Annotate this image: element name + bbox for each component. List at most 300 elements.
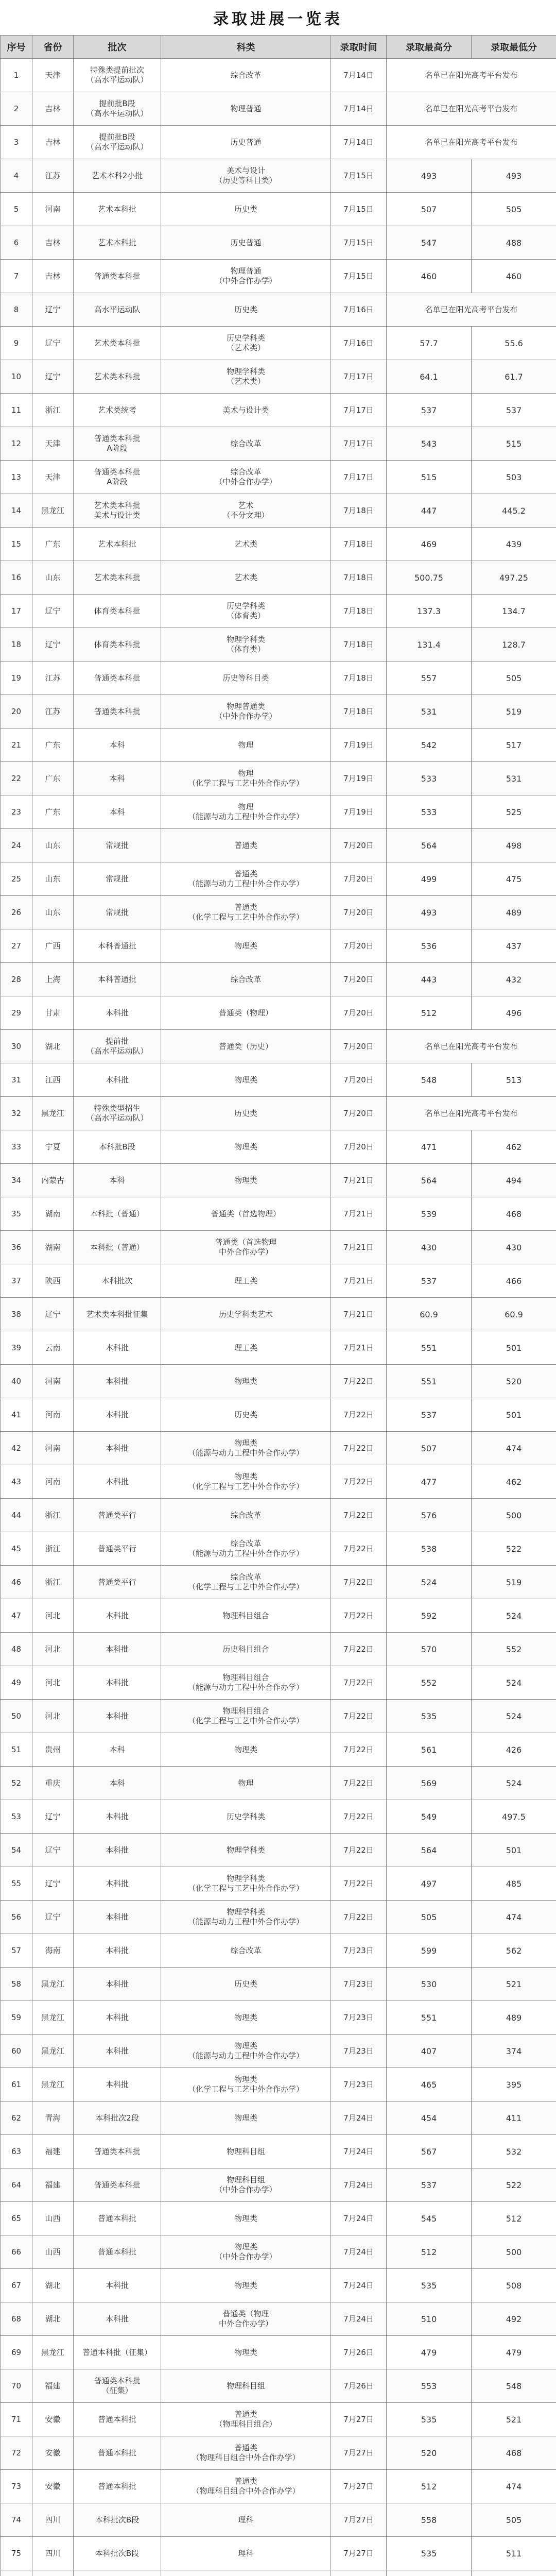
- cell-index: 24: [1, 829, 32, 862]
- cell-date: 7月21日: [331, 1231, 387, 1264]
- cell-highest: 548: [387, 1063, 472, 1097]
- cell-highest: 536: [387, 929, 472, 963]
- cell-index: 37: [1, 1264, 32, 1298]
- cell-date: 7月20日: [331, 829, 387, 862]
- cell-highest: 407: [387, 2035, 472, 2068]
- cell-highest: 561: [387, 1733, 472, 1767]
- cell-index: 25: [1, 862, 32, 896]
- cell-batch: 普通类本科批 A阶段: [74, 427, 161, 461]
- cell-batch: 本科批（普通）: [74, 1231, 161, 1264]
- table-row: [1, 59, 556, 92]
- table-row: [1, 2302, 556, 2336]
- table-row: [1, 595, 556, 628]
- cell-province: 辽宁: [32, 1867, 74, 1901]
- cell-date: 7月22日: [331, 1834, 387, 1867]
- cell-category: 普通类（物理 中外合作办学）: [161, 2302, 331, 2336]
- cell-date: 7月22日: [331, 1901, 387, 1934]
- cell-lowest: 525: [472, 795, 556, 829]
- cell-date: 7月27日: [331, 2470, 387, 2503]
- cell-batch: 艺术类统考: [74, 394, 161, 427]
- cell-batch: 本科批: [74, 1331, 161, 1365]
- cell-index: 53: [1, 1800, 32, 1834]
- cell-batch: 本科批: [74, 1901, 161, 1934]
- cell-index: 9: [1, 327, 32, 360]
- cell-province: 黑龙江: [32, 2035, 74, 2068]
- table-row: [1, 2369, 556, 2403]
- cell-category: 物理类 （能源与动力工程中外合作办学）: [161, 2035, 331, 2068]
- cell-lowest: 521: [472, 1968, 556, 2001]
- cell-notice: 名单已在阳光高考平台发布: [387, 92, 556, 126]
- cell-lowest: 430: [472, 1231, 556, 1264]
- cell-category: 物理学科类 （体育类）: [161, 628, 331, 662]
- cell-lowest: 474: [472, 2470, 556, 2503]
- cell-date: 7月23日: [331, 2001, 387, 2035]
- cell-batch: 本科批: [74, 996, 161, 1030]
- cell-highest: 539: [387, 1197, 472, 1231]
- cell-category: 历史学科类 （艺术类）: [161, 327, 331, 360]
- table-row: [1, 193, 556, 226]
- table-row: [1, 929, 556, 963]
- cell-province: 河北: [32, 1633, 74, 1666]
- cell-category: 物理 （能源与动力工程中外合作办学）: [161, 795, 331, 829]
- cell-lowest: 432: [472, 963, 556, 996]
- cell-province: 河北: [32, 1700, 74, 1733]
- cell-index: 69: [1, 2336, 32, 2369]
- cell-index: 29: [1, 996, 32, 1030]
- cell-index: 66: [1, 2235, 32, 2269]
- cell-province: 黑龙江: [32, 1968, 74, 2001]
- table-row: [1, 1666, 556, 1700]
- cell-category: 物理学科类: [161, 1834, 331, 1867]
- cell-lowest: 552: [472, 1633, 556, 1666]
- cell-batch: 艺术类本科批 美术与设计类: [74, 494, 161, 528]
- cell-lowest: 426: [472, 1733, 556, 1767]
- cell-highest: 533: [387, 795, 472, 829]
- table-row: [1, 2102, 556, 2135]
- cell-batch: 普通本科批: [74, 2202, 161, 2235]
- table-row: [1, 1365, 556, 1398]
- table-row: [1, 1901, 556, 1934]
- cell-lowest: 468: [472, 2436, 556, 2470]
- cell-highest: [387, 2570, 472, 2576]
- cell-date: 7月27日: [331, 2436, 387, 2470]
- table-body: [1, 59, 556, 2576]
- header-date: 录取时间: [331, 36, 387, 59]
- table-row: [1, 1566, 556, 1599]
- cell-index: 46: [1, 1566, 32, 1599]
- cell-batch: 本科批: [74, 1867, 161, 1901]
- cell-batch: 本科批: [74, 1398, 161, 1432]
- cell-batch: 本科批: [74, 1834, 161, 1867]
- cell-batch: 本科批: [74, 1465, 161, 1499]
- cell-batch: 常规批: [74, 862, 161, 896]
- cell-category: 物理: [161, 1767, 331, 1800]
- cell-date: 7月15日: [331, 193, 387, 226]
- cell-lowest: 439: [472, 528, 556, 561]
- cell-date: 7月23日: [331, 2068, 387, 2102]
- cell-province: 湖北: [32, 2302, 74, 2336]
- cell-index: 16: [1, 561, 32, 595]
- cell-category: 综合改革 （化学工程与工艺中外合作办学）: [161, 1566, 331, 1599]
- cell-batch: 本科批（普通）: [74, 1197, 161, 1231]
- cell-batch: 艺术类本科批征集: [74, 1298, 161, 1331]
- cell-date: 7月24日: [331, 2302, 387, 2336]
- cell-index: 18: [1, 628, 32, 662]
- cell-batch: 本科批B段: [74, 1130, 161, 1164]
- table-row: [1, 1264, 556, 1298]
- cell-index: 38: [1, 1298, 32, 1331]
- cell-category: 综合改革: [161, 1499, 331, 1532]
- table-row: [1, 762, 556, 795]
- cell-category: 物理学科类 （化学工程与工艺中外合作办学）: [161, 1867, 331, 1901]
- cell-province: 江苏: [32, 695, 74, 728]
- cell-highest: 447: [387, 494, 472, 528]
- cell-date: 7月27日: [331, 2537, 387, 2570]
- cell-category: 历史类: [161, 293, 331, 327]
- admission-table-wrap: [0, 35, 556, 2576]
- table-row: [1, 2436, 556, 2470]
- table-row: [1, 1130, 556, 1164]
- cell-province: 辽宁: [32, 293, 74, 327]
- cell-batch: 普通类平行: [74, 1566, 161, 1599]
- cell-index: 67: [1, 2269, 32, 2302]
- cell-category: 历史学科类艺术: [161, 1298, 331, 1331]
- cell-province: 浙江: [32, 1532, 74, 1566]
- cell-province: 辽宁: [32, 327, 74, 360]
- cell-date: 7月15日: [331, 260, 387, 293]
- cell-index: 1: [1, 59, 32, 92]
- cell-highest: 454: [387, 2102, 472, 2135]
- cell-lowest: 505: [472, 2503, 556, 2537]
- table-row: [1, 1700, 556, 1733]
- table-row: [1, 1465, 556, 1499]
- cell-batch: 特殊类型招生 （高水平运动队）: [74, 1097, 161, 1130]
- cell-date: 7月17日: [331, 360, 387, 394]
- cell-date: 7月22日: [331, 1365, 387, 1398]
- cell-lowest: 505: [472, 193, 556, 226]
- table-row: [1, 1197, 556, 1231]
- cell-province: 辽宁: [32, 1800, 74, 1834]
- cell-province: 安徽: [32, 2470, 74, 2503]
- cell-index: 59: [1, 2001, 32, 2035]
- cell-date: 7月27日: [331, 2403, 387, 2436]
- cell-date: 7月15日: [331, 226, 387, 260]
- cell-highest: 538: [387, 1532, 472, 1566]
- cell-lowest: 488: [472, 226, 556, 260]
- cell-category: 物理科目组: [161, 2369, 331, 2403]
- cell-highest: 552: [387, 1666, 472, 1700]
- cell-highest: 576: [387, 1499, 472, 1532]
- cell-batch: 艺术类本科批: [74, 360, 161, 394]
- header-index: 序号: [1, 36, 32, 59]
- cell-highest: 535: [387, 1700, 472, 1733]
- cell-province: 辽宁: [32, 595, 74, 628]
- cell-lowest: 493: [472, 159, 556, 193]
- cell-batch: 本科批: [74, 1666, 161, 1700]
- cell-category: 历史普通: [161, 126, 331, 159]
- cell-date: [331, 2570, 387, 2576]
- cell-index: 72: [1, 2436, 32, 2470]
- cell-category: 物理科目组合 （化学工程与工艺中外合作办学）: [161, 1700, 331, 1733]
- cell-index: 23: [1, 795, 32, 829]
- cell-lowest: 501: [472, 1398, 556, 1432]
- cell-index: 50: [1, 1700, 32, 1733]
- cell-date: 7月14日: [331, 92, 387, 126]
- cell-highest: 557: [387, 662, 472, 695]
- cell-lowest: 519: [472, 1566, 556, 1599]
- cell-lowest: 497.5: [472, 1800, 556, 1834]
- cell-date: 7月21日: [331, 1298, 387, 1331]
- cell-highest: 507: [387, 193, 472, 226]
- cell-lowest: 462: [472, 1130, 556, 1164]
- cell-batch: 高水平运动队: [74, 293, 161, 327]
- cell-category: 物理类: [161, 1063, 331, 1097]
- cell-province: [32, 2570, 74, 2576]
- cell-highest: 558: [387, 2503, 472, 2537]
- cell-lowest: 537: [472, 394, 556, 427]
- cell-batch: 普通类本科批: [74, 662, 161, 695]
- cell-date: 7月18日: [331, 561, 387, 595]
- cell-highest: 537: [387, 1398, 472, 1432]
- cell-lowest: [472, 2570, 556, 2576]
- cell-batch: 普通本科批: [74, 2403, 161, 2436]
- cell-date: 7月20日: [331, 1030, 387, 1063]
- cell-batch: 本科批次2段: [74, 2102, 161, 2135]
- cell-highest: 430: [387, 1231, 472, 1264]
- table-row: [1, 327, 556, 360]
- cell-batch: 普通本科批: [74, 2436, 161, 2470]
- cell-notice: 名单已在阳光高考平台发布: [387, 126, 556, 159]
- cell-province: 吉林: [32, 92, 74, 126]
- table-row: [1, 2537, 556, 2570]
- cell-date: 7月18日: [331, 628, 387, 662]
- table-row: [1, 1097, 556, 1130]
- table-row: [1, 896, 556, 929]
- cell-date: 7月14日: [331, 126, 387, 159]
- cell-lowest: 61.7: [472, 360, 556, 394]
- table-row: [1, 728, 556, 762]
- cell-category: 艺术 （不分文理）: [161, 494, 331, 528]
- table-row: [1, 662, 556, 695]
- cell-category: 历史学科类: [161, 1800, 331, 1834]
- cell-category: 综合改革: [161, 427, 331, 461]
- cell-date: 7月19日: [331, 795, 387, 829]
- table-row: [1, 1934, 556, 1968]
- cell-province: 广东: [32, 528, 74, 561]
- table-row: [1, 2035, 556, 2068]
- cell-index: 11: [1, 394, 32, 427]
- cell-lowest: 128.7: [472, 628, 556, 662]
- cell-category: 物理 （化学工程与工艺中外合作办学）: [161, 762, 331, 795]
- cell-province: 广东: [32, 762, 74, 795]
- cell-province: 黑龙江: [32, 2001, 74, 2035]
- cell-lowest: 489: [472, 896, 556, 929]
- cell-category: 物理类 （能源与动力工程中外合作办学）: [161, 1432, 331, 1465]
- cell-index: 58: [1, 1968, 32, 2001]
- cell-province: 黑龙江: [32, 1097, 74, 1130]
- cell-index: 21: [1, 728, 32, 762]
- cell-category: 物理类: [161, 2202, 331, 2235]
- cell-date: 7月16日: [331, 293, 387, 327]
- cell-province: 重庆: [32, 1767, 74, 1800]
- cell-index: 42: [1, 1432, 32, 1465]
- cell-category: 物理类: [161, 2269, 331, 2302]
- cell-date: 7月24日: [331, 2235, 387, 2269]
- cell-province: 福建: [32, 2369, 74, 2403]
- cell-date: 7月22日: [331, 1666, 387, 1700]
- cell-category: [161, 2570, 331, 2576]
- cell-batch: 提前批B段 （高水平运动队）: [74, 92, 161, 126]
- cell-category: 物理类: [161, 2102, 331, 2135]
- cell-category: 物理科目组 （中外合作办学）: [161, 2168, 331, 2202]
- cell-batch: 本科: [74, 762, 161, 795]
- cell-category: 普通类（物理）: [161, 996, 331, 1030]
- cell-date: 7月27日: [331, 2503, 387, 2537]
- cell-province: 广东: [32, 728, 74, 762]
- cell-highest: 543: [387, 427, 472, 461]
- cell-province: 河北: [32, 1599, 74, 1633]
- cell-province: 安徽: [32, 2403, 74, 2436]
- cell-index: 27: [1, 929, 32, 963]
- cell-index: 3: [1, 126, 32, 159]
- cell-category: 普通类（历史）: [161, 1030, 331, 1063]
- cell-date: 7月20日: [331, 896, 387, 929]
- cell-lowest: 474: [472, 1432, 556, 1465]
- cell-date: 7月17日: [331, 427, 387, 461]
- table-row: [1, 795, 556, 829]
- cell-province: 内蒙古: [32, 1164, 74, 1197]
- table-row: [1, 2202, 556, 2235]
- cell-date: 7月24日: [331, 2269, 387, 2302]
- cell-index: 40: [1, 1365, 32, 1398]
- cell-batch: 本科: [74, 1733, 161, 1767]
- table-row: [1, 829, 556, 862]
- cell-highest: 460: [387, 260, 472, 293]
- table-row: [1, 2470, 556, 2503]
- cell-category: 历史类: [161, 1398, 331, 1432]
- cell-date: 7月18日: [331, 662, 387, 695]
- cell-category: 物理普通 （中外合作办学）: [161, 260, 331, 293]
- table-row: [1, 1030, 556, 1063]
- cell-province: 福建: [32, 2168, 74, 2202]
- table-header-row: [1, 36, 556, 59]
- cell-province: 山东: [32, 829, 74, 862]
- cell-batch: 普通类本科批: [74, 260, 161, 293]
- cell-highest: 531: [387, 695, 472, 728]
- cell-lowest: 489: [472, 2001, 556, 2035]
- cell-province: 浙江: [32, 1499, 74, 1532]
- cell-date: 7月21日: [331, 1164, 387, 1197]
- cell-lowest: 460: [472, 260, 556, 293]
- cell-batch: 本科批: [74, 1700, 161, 1733]
- cell-province: 江苏: [32, 159, 74, 193]
- cell-category: 物理类: [161, 2336, 331, 2369]
- table-row: [1, 2168, 556, 2202]
- cell-batch: 普通类本科批 （征集）: [74, 2369, 161, 2403]
- cell-batch: 本科普通批: [74, 963, 161, 996]
- table-row: [1, 159, 556, 193]
- cell-highest: 493: [387, 896, 472, 929]
- cell-category: 历史等科目类: [161, 662, 331, 695]
- cell-date: 7月22日: [331, 1566, 387, 1599]
- cell-category: 历史类: [161, 1097, 331, 1130]
- cell-date: 7月22日: [331, 1432, 387, 1465]
- table-row: [1, 1298, 556, 1331]
- cell-batch: [74, 2570, 161, 2576]
- cell-index: 63: [1, 2135, 32, 2168]
- cell-notice: 名单已在阳光高考平台发布: [387, 293, 556, 327]
- cell-index: 8: [1, 293, 32, 327]
- cell-lowest: 531: [472, 762, 556, 795]
- cell-index: 45: [1, 1532, 32, 1566]
- cell-index: 51: [1, 1733, 32, 1767]
- cell-lowest: 497.25: [472, 561, 556, 595]
- cell-index: 52: [1, 1767, 32, 1800]
- table-row: [1, 2068, 556, 2102]
- cell-highest: 535: [387, 2537, 472, 2570]
- table-row: [1, 1231, 556, 1264]
- table-row: [1, 2269, 556, 2302]
- cell-category: 普通类: [161, 829, 331, 862]
- cell-province: 湖北: [32, 2269, 74, 2302]
- cell-category: 普通类（首选物理）: [161, 1197, 331, 1231]
- cell-date: 7月22日: [331, 1633, 387, 1666]
- cell-category: 美术与设计 （历史等科目类）: [161, 159, 331, 193]
- cell-lowest: 511: [472, 2537, 556, 2570]
- cell-lowest: 395: [472, 2068, 556, 2102]
- header-category: 科类: [161, 36, 331, 59]
- cell-highest: 500.75: [387, 561, 472, 595]
- cell-lowest: 524: [472, 1666, 556, 1700]
- cell-highest: 471: [387, 1130, 472, 1164]
- cell-province: 湖北: [32, 1030, 74, 1063]
- cell-batch: 本科: [74, 1767, 161, 1800]
- cell-index: 34: [1, 1164, 32, 1197]
- admission-table: [0, 35, 556, 2576]
- cell-batch: 提前批 （高水平运动队）: [74, 1030, 161, 1063]
- cell-category: 美术与设计类: [161, 394, 331, 427]
- cell-date: 7月18日: [331, 528, 387, 561]
- table-row: [1, 2235, 556, 2269]
- cell-highest: 564: [387, 829, 472, 862]
- cell-batch: 本科批: [74, 1968, 161, 2001]
- cell-date: 7月24日: [331, 2135, 387, 2168]
- cell-highest: 64.1: [387, 360, 472, 394]
- cell-province: 河南: [32, 1432, 74, 1465]
- cell-index: 26: [1, 896, 32, 929]
- cell-batch: 本科批: [74, 2001, 161, 2035]
- cell-batch: 本科: [74, 795, 161, 829]
- cell-highest: 564: [387, 1164, 472, 1197]
- table-row: [1, 1800, 556, 1834]
- cell-province: 河南: [32, 1398, 74, 1432]
- cell-index: 13: [1, 461, 32, 494]
- table-row: [1, 461, 556, 494]
- cell-notice: 名单已在阳光高考平台发布: [387, 59, 556, 92]
- cell-lowest: 512: [472, 2202, 556, 2235]
- cell-index: 54: [1, 1834, 32, 1867]
- cell-province: 湖南: [32, 1231, 74, 1264]
- cell-batch: 普通本科批: [74, 2235, 161, 2269]
- cell-date: 7月23日: [331, 1968, 387, 2001]
- cell-highest: 505: [387, 1901, 472, 1934]
- cell-batch: 艺术类本科批: [74, 327, 161, 360]
- cell-index: 17: [1, 595, 32, 628]
- cell-batch: 体育类本科批: [74, 628, 161, 662]
- cell-category: 综合改革: [161, 59, 331, 92]
- cell-date: 7月20日: [331, 1130, 387, 1164]
- cell-highest: 497: [387, 1867, 472, 1901]
